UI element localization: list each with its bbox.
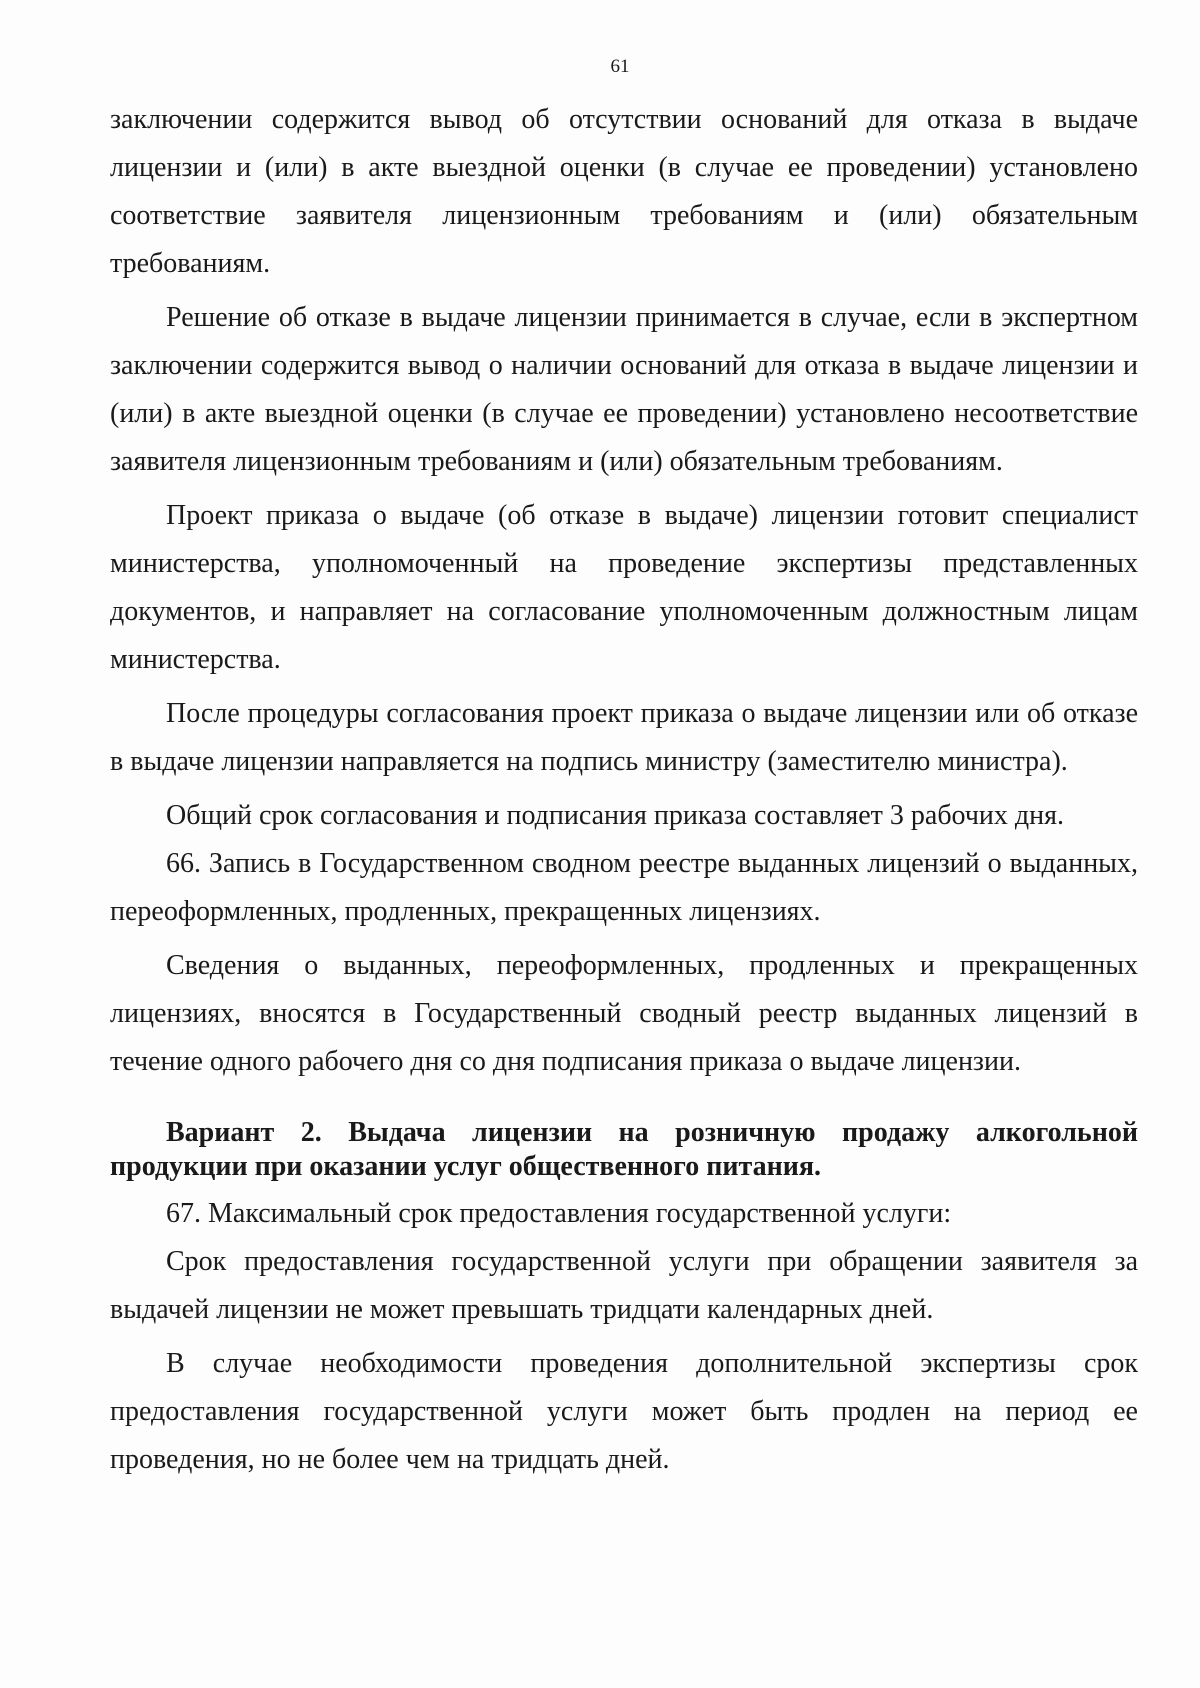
paragraph-item-67: 67. Максимальный срок предоставления государственной услуги: [166,1198,952,1229]
paragraph-item-66: 66. Запись в Государственном сводном реестре выданных лицензий о выданных, переоформленных, продленных, прекращенных лицензиях. [110,848,1138,927]
paragraph-registry-info: Сведения о выданных, переоформленных, продленных и прекращенных лицензиях, вносятся в Государственный сводный реестр выданных лицензий в течение одного рабочего дня со дня подписания приказа о выдаче лицензии. [110,950,1138,1077]
paragraph-draft-order: Проект приказа о выдаче (об отказе в выдаче) лицензии готовит специалист министерства, уполномоченный на проведение экспертизы представленных документов, и направляет на согласование уполномоченным должностным лицам министерства. [110,500,1138,675]
paragraph-service-term: Срок предоставления государственной услуги при обращении заявителя за выдачей лицензии не может превышать тридцати календарных дней. [110,1246,1138,1325]
paragraph-continuation: заключении содержится вывод об отсутствии оснований для отказа в выдаче лицензии и (или) в акте выездной оценки (в случае ее проведении) установлено соответствие заявителя лицензионным требованиям и (или) обязательным требованиям. [110,104,1138,279]
paragraph-signature: После процедуры согласования проект приказа о выдаче лицензии или об отказе в выдаче лицензии направляется на подпись министру (заместителю министра). [110,698,1138,777]
paragraph-extension: В случае необходимости проведения дополнительной экспертизы срок предоставления государственной услуги может быть продлен на период ее проведения, но не более чем на тридцать дней. [110,1348,1138,1475]
paragraph-refusal-decision: Решение об отказе в выдаче лицензии принимается в случае, если в экспертном заключении содержится вывод о наличии оснований для отказа в выдаче лицензии и (или) в акте выездной оценки (в случае ее проведении) установлено несоответствие заявителя лицензионным требованиям и (или) обязательным требованиям. [110,302,1138,477]
document-body [110,96,1138,1484]
section-heading-variant-2: Вариант 2. Выдача лицензии на розничную продажу алкогольной продукции при оказании услуг общественного питания. [110,1117,1138,1182]
page-number: 61 [610,56,630,77]
paragraph-approval-term: Общий срок согласования и подписания приказа составляет 3 рабочих дня. [166,800,1065,831]
